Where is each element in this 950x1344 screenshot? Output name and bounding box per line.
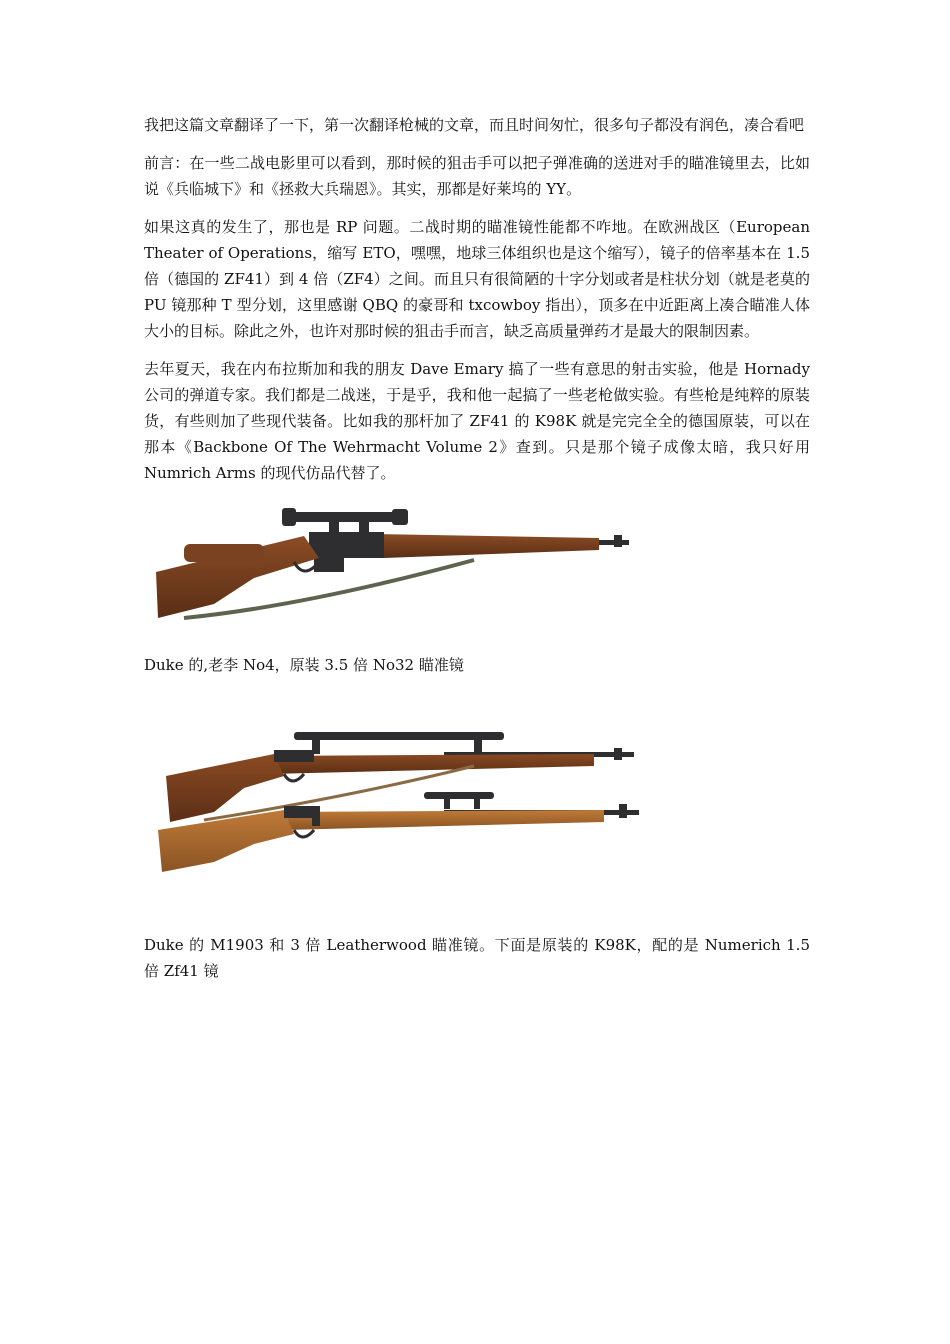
intro-paragraph: 我把这篇文章翻译了一下，第一次翻译枪械的文章，而且时间匆忙，很多句子都没有润色，凑合看吧 (144, 116, 805, 134)
preface-paragraph: 前言：在一些二战电影里可以看到，那时候的狙击手可以把子弹准确的送进对手的瞄准镜里去，比如说《兵临城下》和《拯救大兵瑞恩》。其实，那都是好莱坞的 YY。 (144, 154, 810, 198)
caption-m1903-k98k: Duke 的 M1903 和 3 倍 Leatherwood 瞄准镜。下面是原装的 K98K，配的是 Numerich 1.5 倍 Zf41 镜 (144, 936, 810, 980)
rifle-no4-illustration (144, 500, 644, 622)
experiment-paragraph: 去年夏天，我在内布拉斯加和我的朋友 Dave Emary 搞了一些有意思的射击实验，他是 Hornady 公司的弹道专家。我们都是二战迷，于是乎，我和他一起搞了一些老枪做实验。有些枪是纯粹的原装货，有些则加了些现代装备。比如我的那杆加了 ZF41 的 K98K 就是完完全全的德国原装，可以在那本《Backbone Of The Wehrmacht Volume 2》查到。只是那个镜子成像太暗，我只好用 Numrich Arms 的现代仿品代替了。 (144, 360, 810, 482)
photo-m1903-and-k98k (144, 726, 644, 896)
photo-lee-enfield-no4 (144, 500, 644, 622)
rifles-m1903-k98k-illustration (144, 726, 644, 896)
scope-paragraph: 如果这真的发生了，那也是 RP 问题。二战时期的瞄准镜性能都不咋地。在欧洲战区（European Theater of Operations，缩写 ETO，嘿嘿，地球三体组织也是这个缩写），镜子的倍率基本在 1.5 倍（德国的 ZF41）到 4 倍（ZF4）之间。而且只有很简陋的十字分划或者是柱状分划（就是老莫的 PU 镜那种 T 型分划，这里感谢 QBQ 的豪哥和 txcowboy 指出），顶多在中近距离上凑合瞄准人体大小的目标。除此之外，也许对那时候的狙击手而言，缺乏高质量弹药才是最大的限制因素。 (144, 218, 810, 340)
document-page (144, 112, 810, 984)
caption-no4: Duke 的,老李 No4，原装 3.5 倍 No32 瞄准镜 (144, 656, 464, 674)
